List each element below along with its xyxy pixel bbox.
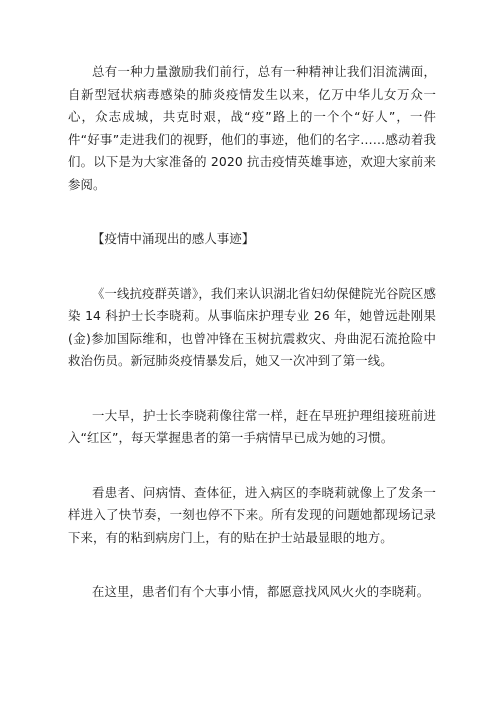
story-paragraph-1: 《一线抗疫群英谱》，我们来认识湖北省妇幼保健院光谷院区感染 14 科护士长李晓莉。从事临床护理专业 26 年，她曾远赴刚果(金)参加国际维和，也曾冲锋在玉树抗震救灾、舟曲泥石流抢险中救治伤员。新冠肺炎疫情暴发后，她又一次冲到了第一线。 — [68, 285, 436, 368]
story-paragraph-2: 一大早，护士长李晓莉像往常一样，赶在早班护理组接班前进入“红区”，每天掌握患者的第一手病情早已成为她的习惯。 — [68, 407, 436, 445]
story-paragraph-4: 在这里，患者们有个大事小情，都愿意找风风火火的李晓莉。 — [92, 584, 430, 599]
section-heading: 【疫情中涌现出的感人事迹】 — [92, 231, 255, 246]
intro-paragraph: 总有一种力量激励我们前行，总有一种精神让我们泪流满面，自新型冠状病毒感染的肺炎疫情发生以来，亿万中华儿女万众一心，众志成城，共克时艰，战“疫”路上的一个个“好人”，一件件“好事”走进我们的视野，他们的事迹，他们的名字……感动着我们。以下是为大家准备的 2020 抗击疫情英雄事迹，欢迎大家前来参阅。 — [68, 64, 436, 192]
story-paragraph-3: 看患者、问病情、查体征，进入病区的李晓莉就像上了发条一样进入了快节奏，一刻也停不下来。所有发现的问题她都现场记录下来，有的粘到病房门上，有的贴在护士站最显眼的地方。 — [68, 484, 436, 545]
